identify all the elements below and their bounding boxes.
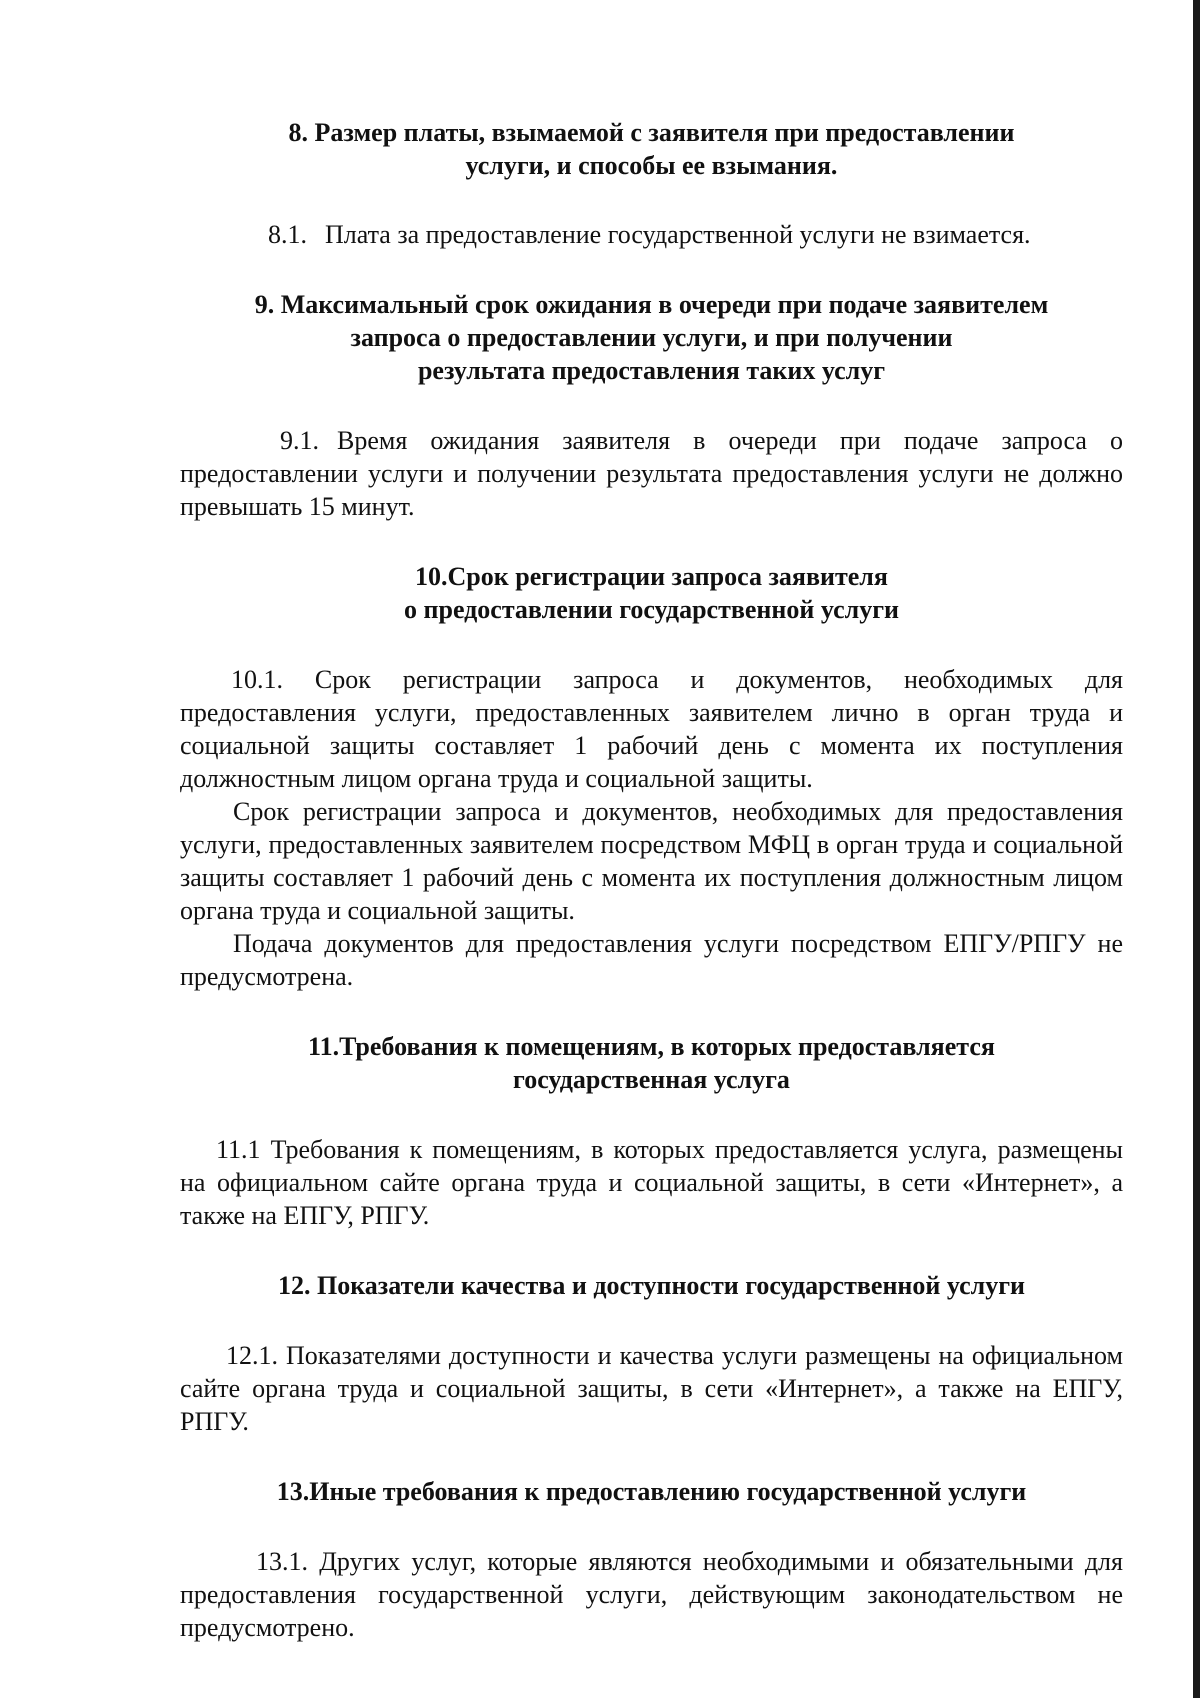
section-9-heading-line-1: 9. Максимальный срок ожидания в очереди при подаче заявителем <box>254 290 1049 319</box>
section-11-heading-line-1: 11.Требования к помещениям, в которых предоставляется <box>308 1032 995 1061</box>
section-11-heading <box>180 1030 1123 1096</box>
paragraph-10-1: 10.1. Срок регистрации запроса и документов, необходимых для предоставления услуги, предоставленных заявителем лично в орган труда и социальной защиты составляет 1 рабочий день с момента их поступления должностным лицом органа труда и социальной защиты. <box>180 665 1123 793</box>
paragraph-8-1-number: 8.1. <box>268 220 307 249</box>
section-10-heading <box>180 560 1123 626</box>
section-9-heading <box>180 288 1123 387</box>
paragraph-8-1 <box>180 218 1123 251</box>
section-9-heading-line-2: запроса о предоставлении услуги, и при получении <box>350 323 953 352</box>
section-8-heading <box>180 116 1123 182</box>
paragraph-8-1-text: Плата за предоставление государственной услуги не взимается. <box>325 220 1031 249</box>
scan-edge <box>1193 0 1200 1698</box>
section-10-heading-line-1: 10.Срок регистрации запроса заявителя <box>415 562 888 591</box>
section-12-heading: 12. Показатели качества и доступности государственной услуги <box>277 1271 1026 1300</box>
section-10-heading-line-2: о предоставлении государственной услуги <box>404 595 899 624</box>
section-13-heading: 13.Иные требования к предоставлению государственной услуги <box>276 1477 1027 1506</box>
section-8-heading-line-1: 8. Размер платы, взымаемой с заявителя при предоставлении <box>288 118 1015 147</box>
paragraph-9-1-text: Время ожидания заявителя в очереди при подаче запроса о предоставлении услуги и получении результата предоставления услуги не должно превышать 15 минут. <box>180 426 1123 521</box>
paragraph-10-1-epgu: Подача документов для предоставления услуги посредством ЕПГУ/РПГУ не предусмотрена. <box>180 929 1123 991</box>
section-11-heading-line-2: государственная услуга <box>513 1065 790 1094</box>
paragraph-13-1: 13.1. Других услуг, которые являются необходимыми и обязательными для предоставления государственной услуги, действующим законодательством не предусмотрено. <box>180 1547 1123 1642</box>
paragraph-10-1-registration-mfc: Срок регистрации запроса и документов, необходимых для предоставления услуги, предоставленных заявителем посредством МФЦ в орган труда и социальной защиты составляет 1 рабочий день с момента их поступления должностным лицом органа труда и социальной защиты. <box>180 797 1123 925</box>
paragraph-9-1 <box>180 424 1123 523</box>
section-9-heading-line-3: результата предоставления таких услуг <box>417 356 886 385</box>
paragraph-12-1: 12.1. Показателями доступности и качества услуги размещены на официальном сайте органа труда и социальной защиты, в сети «Интернет», а также на ЕПГУ, РПГУ. <box>180 1341 1123 1436</box>
section-8-heading-line-2: услуги, и способы ее взымания. <box>465 151 838 180</box>
paragraph-11-1: 11.1 Требования к помещениям, в которых предоставляется услуга, размещены на официальном сайте органа труда и социальной защиты, в сети «Интернет», а также на ЕПГУ, РПГУ. <box>180 1135 1123 1230</box>
paragraph-9-1-number: 9.1. <box>280 426 319 455</box>
document-content <box>180 116 1123 1644</box>
